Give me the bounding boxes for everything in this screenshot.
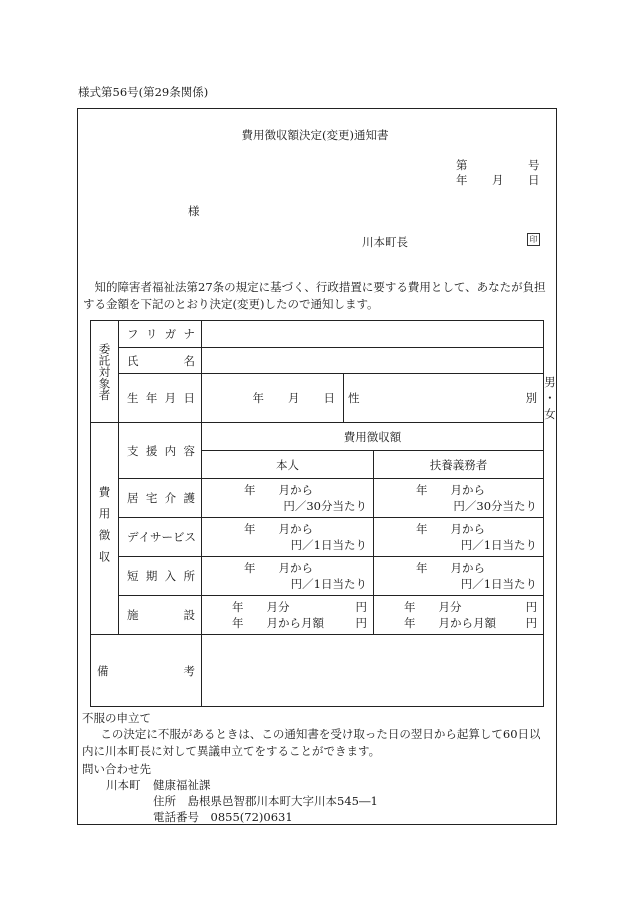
day-service-char: ス [184,530,196,544]
remarks-char: 備 [97,663,109,678]
birth-char: 生 [127,391,139,405]
support-label [119,443,201,459]
furigana-char: フ [127,327,139,341]
day-service-char: ビ [173,530,185,544]
remarks-label [91,663,201,679]
birth-value-row [202,390,343,406]
support-char: 内 [164,443,177,458]
home-care-char: 居 [127,491,139,505]
contact-dept: 健康福祉課 [153,778,211,792]
birth-char: 年 [145,391,158,405]
facility-guardian-monthly: 年 月分 [404,600,462,614]
date-month: 月 [492,173,504,187]
home-care-person-cell[interactable] [202,479,374,518]
support-char: 援 [145,443,158,458]
short-stay-char: 入 [164,569,177,583]
name-char: 氏 [127,353,139,368]
subject-header [91,321,119,423]
short-stay-person-cell[interactable] [202,557,374,596]
short-stay-char: 短 [127,569,139,583]
name-label-cell [119,348,202,374]
body-text: 知的障害者福祉法第27条の規定に基づく、行政措置に要する費用として、あなたが負担する金額を下記のとおり決定(変更)したので通知します。 [83,280,546,311]
facility-guardian-yen1: 円 [525,600,538,614]
birth-month: 月 [288,391,300,405]
contact-tel: 電話番号 0855(72)0631 [153,810,293,824]
support-char: 容 [183,443,195,458]
short-stay-person-rate: 円／1日当たり [290,577,367,591]
facility-person-yen2: 円 [355,616,367,630]
home-care-label [119,490,201,506]
subject-header-text: 委託対象者 [97,342,112,401]
day-service-char: イ [138,530,150,544]
birth-char: 月 [164,391,177,405]
furigana-label-cell [119,321,202,348]
day-service-char: ー [161,530,173,544]
support-label-cell [119,423,202,479]
facility-person-cell[interactable] [202,596,374,635]
seal-mark: 印 [527,233,540,246]
sex-char: 性 [348,391,360,405]
furigana-label [119,326,201,342]
cost-header-text: 費用徴収 [97,485,112,572]
home-care-label-cell [119,479,202,518]
sex-label-cell [344,374,544,423]
facility-guardian-yen2: 円 [525,616,538,630]
day-service-guardian-rate: 円／1日当たり [460,538,538,552]
furigana-char: ガ [164,327,177,341]
facility-guardian-from: 年 月から月額 [404,616,496,630]
home-care-guardian-cell[interactable] [374,479,544,518]
objection-heading: 不服の申立て [82,711,151,725]
birth-day: 日 [323,391,335,405]
short-stay-guardian-rate: 円／1日当たり [460,577,538,591]
remarks-input[interactable] [202,635,544,707]
short-stay-label-cell [119,557,202,596]
short-stay-label [119,568,201,584]
support-char: 支 [127,443,139,458]
remarks-char: 考 [183,663,195,678]
amount-header: 費用徴収額 [202,423,544,451]
day-service-char: デ [127,530,139,544]
form-number: 様式第56号(第29条関係) [78,85,209,99]
sex-char: 別 [525,391,538,405]
guardian-header: 扶養義務者 [374,451,544,479]
date-year: 年 [456,173,468,187]
short-stay-char: 所 [183,569,195,583]
facility-char: 施 [127,608,139,622]
short-stay-person-from: 年 月から [244,561,313,575]
birth-char: 日 [183,391,195,405]
home-care-person-rate: 円／30分当たり [283,499,367,513]
home-care-char: 介 [164,491,177,505]
home-care-char: 護 [183,491,195,505]
date-day: 日 [528,173,540,187]
day-service-guardian-cell[interactable] [374,518,544,557]
home-care-guardian-from: 年 月から [416,483,485,497]
short-stay-guardian-cell[interactable] [374,557,544,596]
facility-char: 設 [183,608,195,622]
facility-label-cell [119,596,202,635]
short-stay-char: 期 [145,569,158,583]
number-go: 号 [528,158,540,172]
objection-text: この決定に不服があるときは、この通知書を受け取った日の翌日から起算して60日以内に川本町長に対して異議申立てをすることができます。 [82,727,541,758]
day-service-person-rate: 円／1日当たり [290,538,367,552]
issuer: 川本町長 [362,235,408,249]
home-care-person-from: 年 月から [244,483,313,497]
form-table: 委託対象者 フ リ ガ ナ 氏 名 生 年 月 日 年 月 日 性 別 男 ・ 女 費用徴収 支 援 内 容 費用徴収額 本人 扶養義務者 居 宅 介 護 年 月から 円／30分当たり 年 月から 円／30分当たり デ イ サ ー ビ ス 年 月から 円／1日当たり 年 月から 円／1日当たり 短 期 入 所 年 月から 円／1日当たり 年 月から 円／1日当たり 施 設 年 月分 円 年 月から月額 円 年 月分 円 年 月から月額 円 備 考 [90,320,544,707]
facility-label [119,607,201,623]
day-service-guardian-from: 年 月から [416,522,485,536]
furigana-char: ナ [183,327,195,341]
facility-person-yen1: 円 [355,600,367,614]
short-stay-guardian-from: 年 月から [416,561,485,575]
day-service-char: サ [150,530,162,544]
facility-guardian-cell[interactable] [374,596,544,635]
day-service-person-cell[interactable] [202,518,374,557]
day-service-person-from: 年 月から [244,522,313,536]
facility-person-from: 年 月から月額 [232,616,324,630]
document-title: 費用徴収額決定(変更)通知書 [241,128,389,142]
name-char: 名 [183,353,195,368]
day-service-label-cell [119,518,202,557]
sex-label [344,390,543,406]
birth-label-cell [119,374,202,423]
home-care-char: 宅 [145,491,158,505]
birth-value[interactable] [202,374,344,423]
remarks-label-cell [91,635,202,707]
home-care-guardian-rate: 円／30分当たり [453,499,538,513]
addressee-suffix: 様 [188,204,200,218]
birth-year: 年 [252,391,264,405]
contact-address: 住所 島根県邑智郡川本町大字川本545―1 [153,794,378,808]
name-input[interactable] [202,348,544,374]
furigana-input[interactable] [202,321,544,348]
furigana-char: リ [145,327,158,341]
number-dai: 第 [456,158,468,172]
contact-town: 川本町 [106,778,141,792]
contact-heading: 問い合わせ先 [82,762,151,776]
name-label [119,353,201,369]
day-service-label [119,529,201,545]
birth-label [119,390,201,406]
person-header: 本人 [202,451,374,479]
cost-header [91,423,119,635]
facility-person-monthly: 年 月分 [232,600,290,614]
